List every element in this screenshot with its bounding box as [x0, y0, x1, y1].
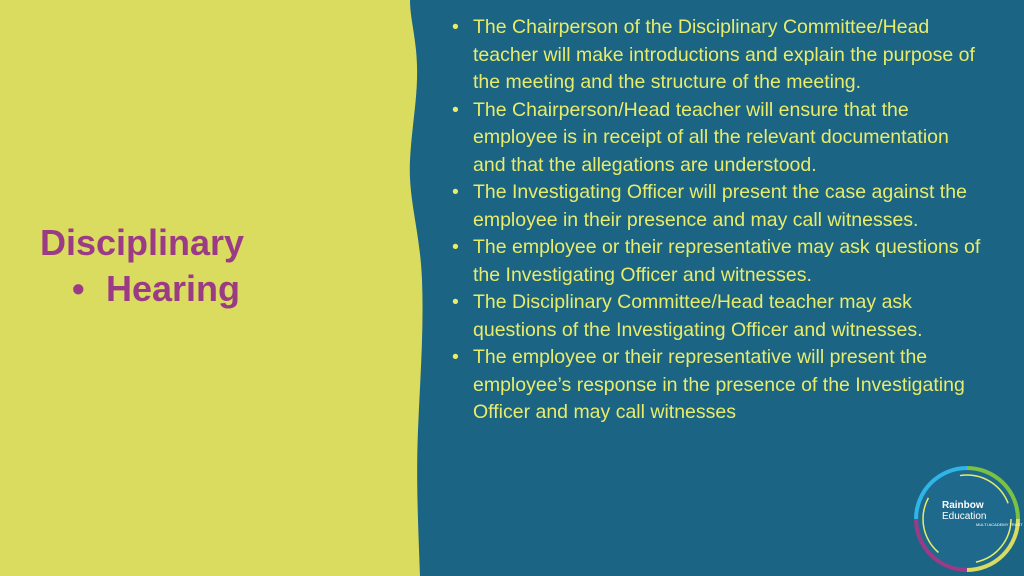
bullet-item: • The Disciplinary Committee/Head teacher may ask questions of the Investigating Officer and witnesses.: [452, 289, 982, 344]
bullet-item: • The Chairperson/Head teacher will ensure that the employee is in receipt of all the relevant documentation and that the allegations are understood.: [452, 97, 982, 180]
logo-name: Rainbow: [942, 500, 984, 511]
logo-text: [942, 500, 1023, 527]
title-line-2: [40, 266, 244, 312]
logo-tagline: MULTI ACADEMY TRUST: [976, 522, 1023, 527]
title-bullet: •: [72, 268, 85, 309]
logo-subname: Education: [942, 511, 987, 522]
bullet-item: • The employee or their representative will present the employee’s response in the presence of the Investigating Officer and may call witnesses: [452, 344, 982, 427]
slide-title: [40, 220, 244, 312]
bullet-content: [452, 14, 982, 427]
bullet-item: • The Chairperson of the Disciplinary Committee/Head teacher will make introductions and explain the purpose of the meeting and the structure of the meeting.: [452, 14, 982, 97]
bullet-item: • The Investigating Officer will present the case against the employee in their presence and may call witnesses.: [452, 179, 982, 234]
bullet-list: [452, 14, 982, 427]
title-line-2-text: Hearing: [106, 268, 241, 309]
title-line-1: Disciplinary: [40, 222, 245, 263]
bullet-item: • The employee or their representative may ask questions of the Investigating Officer and witnesses.: [452, 234, 982, 289]
